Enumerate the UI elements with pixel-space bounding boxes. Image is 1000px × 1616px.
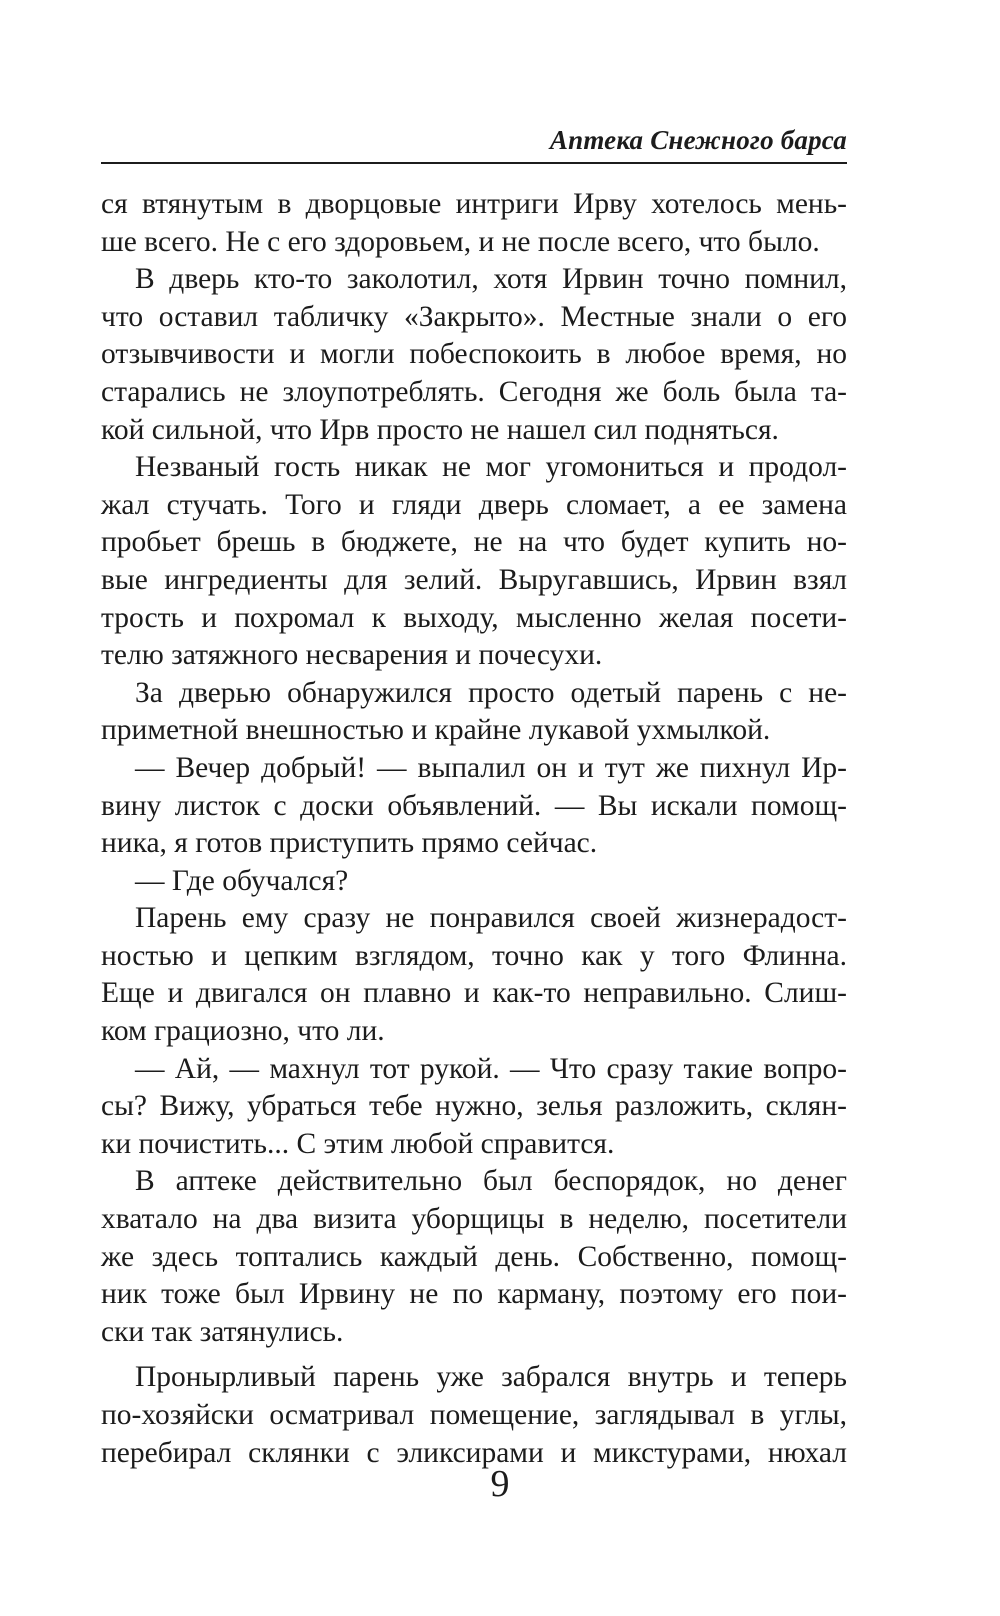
text-line: Парень ему сразу не понравился своей жизнерадост- — [135, 902, 847, 935]
text-line: Еще и двигался он плавно и как-то неправильно. Слиш- — [101, 977, 847, 1010]
text-line: кой сильной, что Ирв просто не нашел сил подняться. — [101, 413, 779, 446]
text-line: В дверь кто-то заколотил, хотя Ирвин точно помнил, — [135, 263, 847, 296]
text-line: пробьет брешь в бюджете, не на что будет купить но- — [101, 526, 847, 559]
body-text — [101, 186, 847, 1472]
text-line: отзывчивости и могли побеспокоить в любое время, но — [101, 338, 847, 371]
text-line: трость и похромал к выходу, мысленно желая посети- — [101, 601, 847, 634]
text-line: — Где обучался? — [135, 864, 349, 897]
text-line: ски так затянулись. — [101, 1315, 344, 1348]
text-line: — Ай, — махнул тот рукой. — Что сразу такие вопро- — [135, 1052, 847, 1085]
text-line: что оставил табличку «Закрыто». Местные знали о его — [101, 300, 847, 333]
text-line: ком грациозно, что ли. — [101, 1015, 385, 1048]
page-number: 9 — [490, 1463, 510, 1505]
text-line: ника, я готов приступить прямо сейчас. — [101, 827, 598, 860]
text-line: ки почистить... С этим любой справится. — [101, 1127, 615, 1160]
text-line: Пронырливый парень уже забрался внутрь и теперь — [135, 1361, 847, 1394]
text-line: хватало на два визита уборщицы в неделю, посетители — [101, 1203, 847, 1236]
text-line: За дверью обнаружился просто одетый парень с не- — [135, 676, 847, 709]
text-line: ностью и цепким взглядом, точно как у того Флинна. — [101, 939, 847, 972]
text-line: сы? Вижу, убраться тебе нужно, зелья разложить, склян- — [101, 1090, 847, 1123]
text-line: перебирал склянки с эликсирами и микстурами, нюхал — [101, 1436, 847, 1469]
text-line: телю затяжного несварения и почесухи. — [101, 639, 603, 672]
text-line: Незваный гость никак не мог угомониться и продол- — [135, 451, 847, 484]
text-line: ник тоже был Ирвину не по карману, поэтому его пои- — [101, 1278, 847, 1311]
text-line: В аптеке действительно был беспорядок, но денег — [135, 1165, 847, 1198]
paragraph-gap — [101, 1351, 847, 1359]
text-line: ся втянутым в дворцовые интриги Ирву хотелось мень- — [101, 188, 847, 220]
running-head: Аптека Снежного барса — [549, 125, 847, 155]
text-line: старались не злоупотреблять. Сегодня же боль была та- — [101, 375, 847, 408]
text-line: же здесь топтались каждый день. Собственно, помощ- — [101, 1240, 847, 1273]
text-line: — Вечер добрый! — выпалил он и тут же пихнул Ир- — [135, 751, 847, 784]
text-line: ше всего. Не с его здоровьем, и не после всего, что было. — [101, 225, 820, 258]
text-line: жал стучать. Того и гляди дверь сломает, а ее замена — [101, 488, 847, 521]
text-line: вину листок с доски объявлений. — Вы искали помощ- — [101, 789, 847, 822]
text-line: по-хозяйски осматривал помещение, заглядывал в углы, — [101, 1399, 847, 1431]
text-line: приметной внешностью и крайне лукавой ухмылкой. — [101, 714, 771, 747]
text-line: вые ингредиенты для зелий. Выругавшись, Ирвин взял — [101, 563, 847, 596]
header-rule — [101, 162, 847, 164]
